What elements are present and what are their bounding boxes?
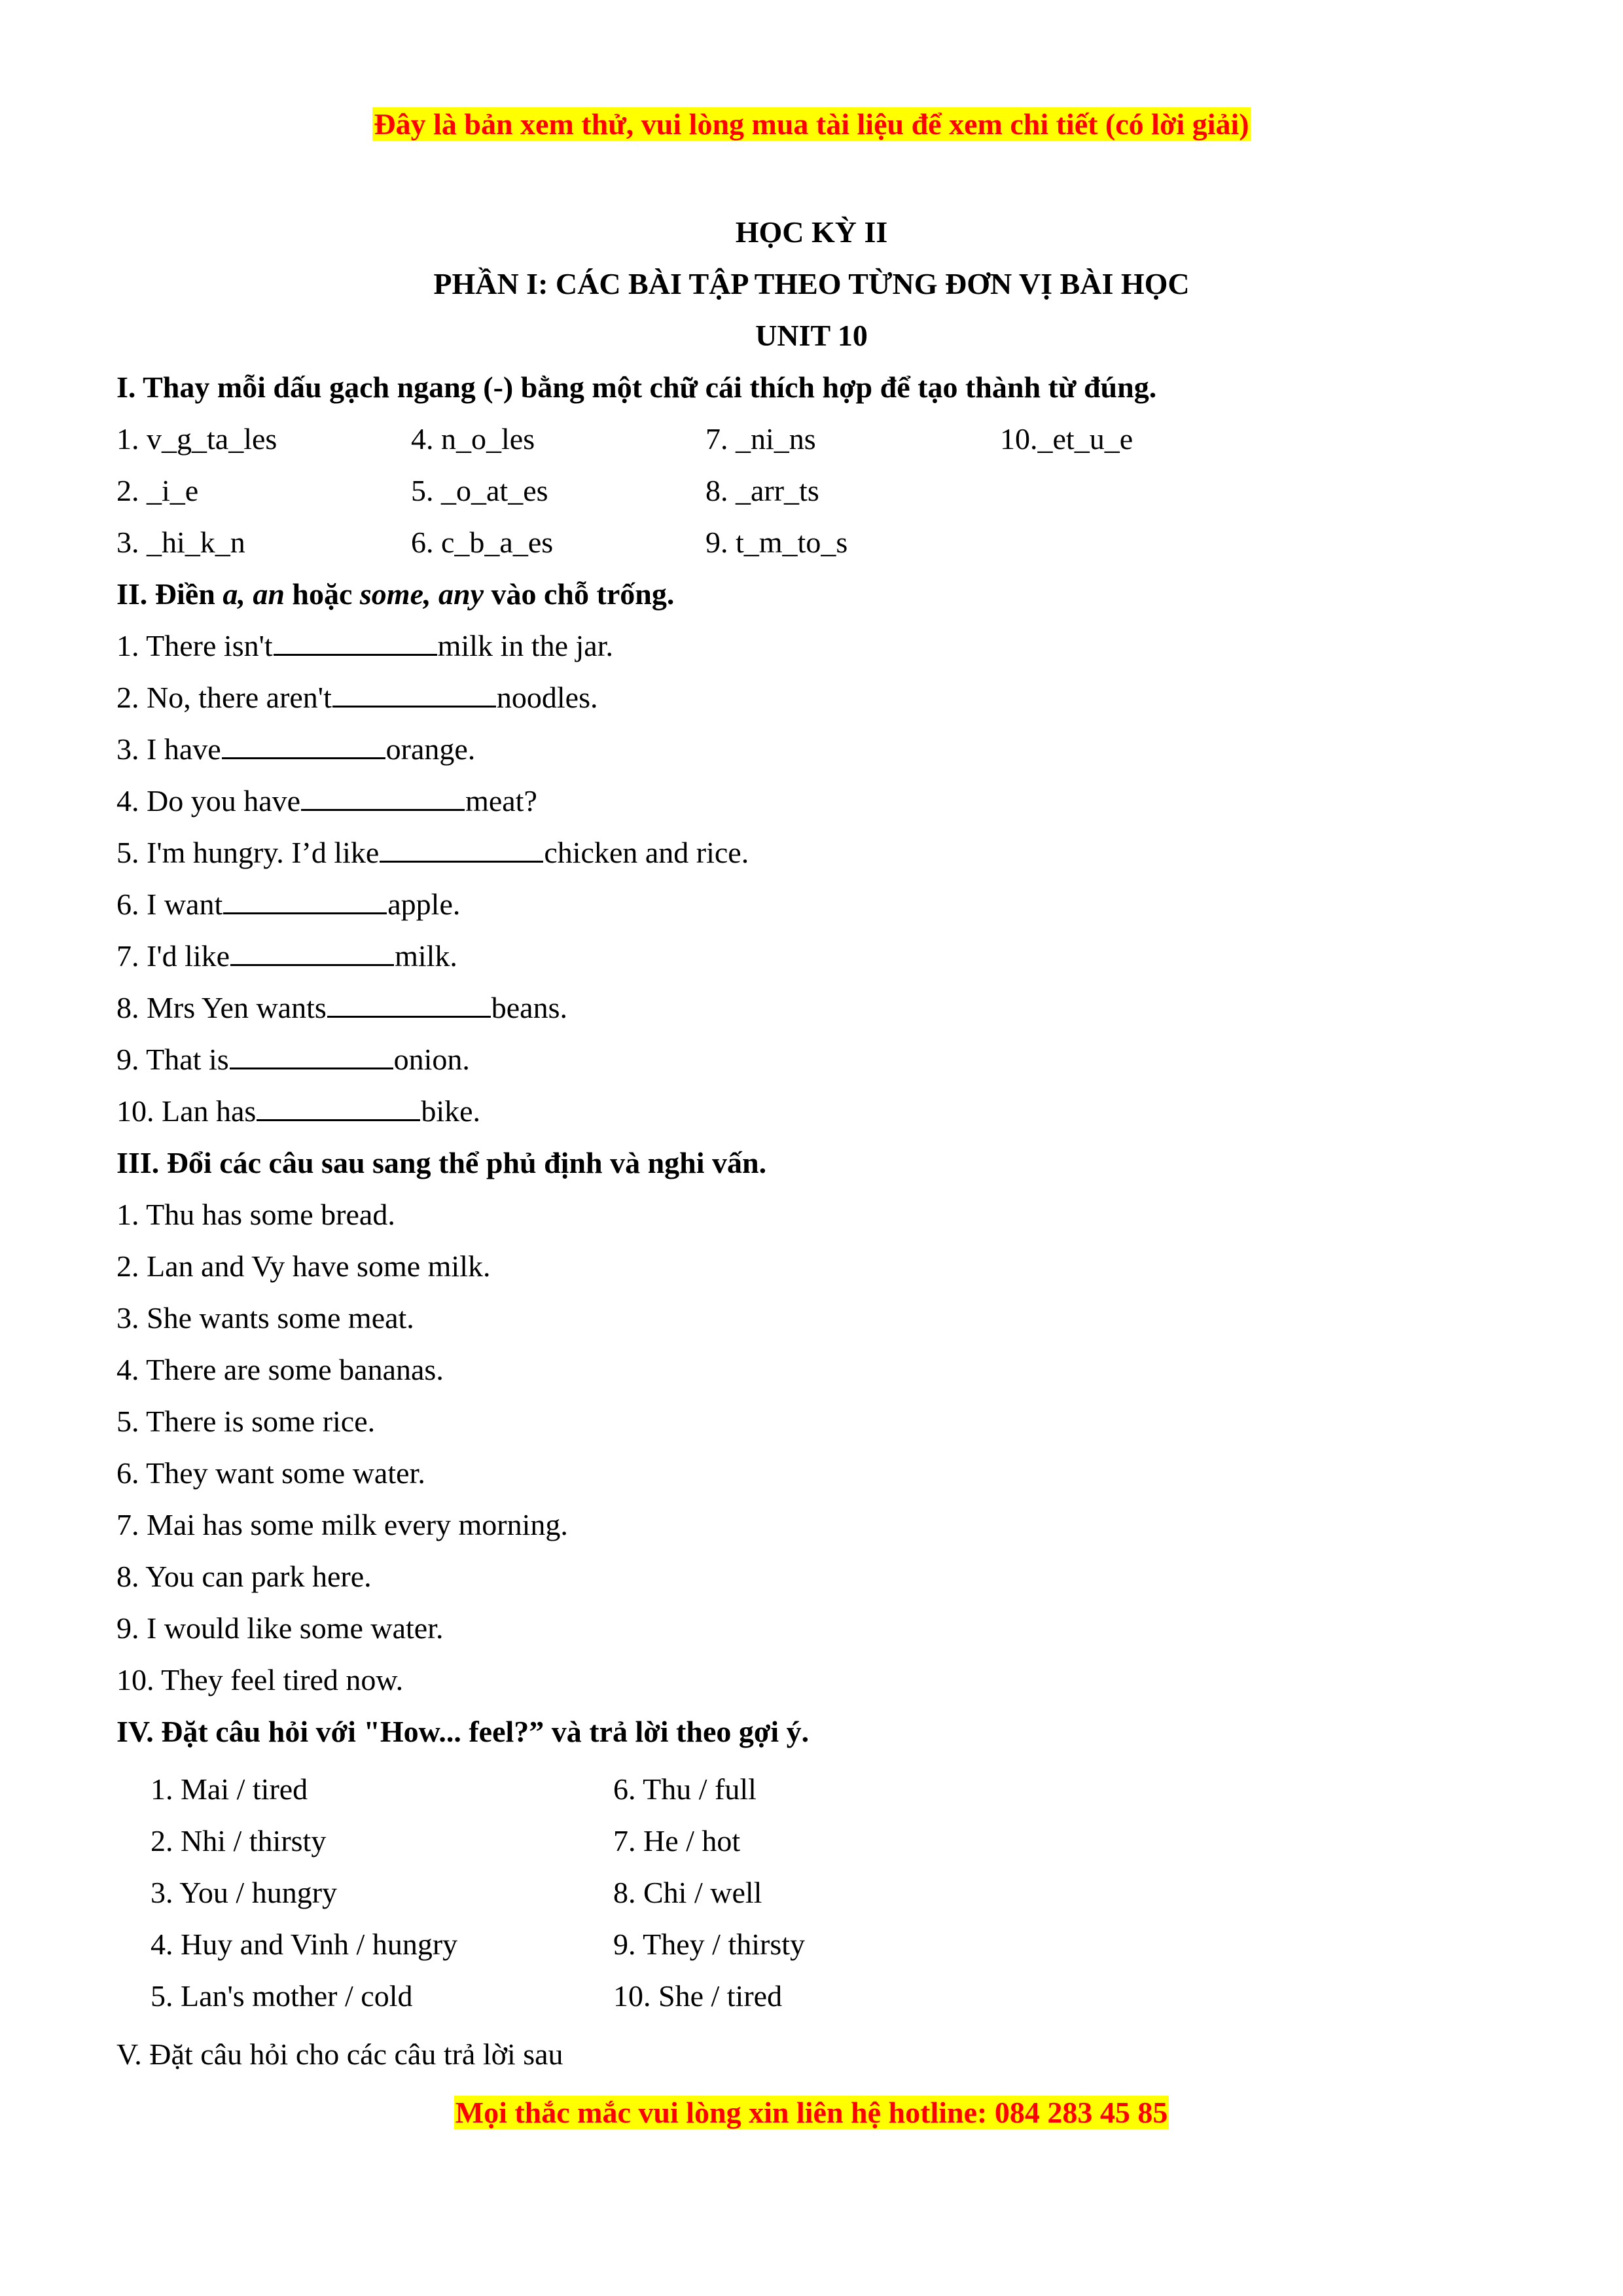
section3-item: 7. Mai has some milk every morning. [116, 1508, 568, 1541]
answer-blank[interactable] [222, 731, 385, 759]
item-prefix: 6. I want [116, 888, 223, 921]
answer-blank[interactable] [380, 834, 543, 863]
item-prefix: 7. I'd like [116, 939, 230, 973]
section1-item: 7. _ni_ns [705, 422, 816, 456]
answer-blank[interactable] [274, 628, 437, 656]
item-prefix: 3. I have [116, 732, 221, 766]
item-suffix: onion. [393, 1043, 470, 1076]
section4-item: 2. Nhi / thirsty [151, 1824, 327, 1857]
section1-item: 10._et_u_e [1000, 422, 1133, 456]
section3-item: 1. Thu has some bread. [116, 1198, 395, 1231]
section2-title-part: II. Điền [116, 577, 223, 611]
item-suffix: apple. [387, 888, 461, 921]
section1-title: I. Thay mỗi dấu gạch ngang (-) bằng một chữ cái thích hợp để tạo thành từ đúng. [116, 370, 1157, 404]
section2-item [116, 783, 537, 819]
section2-item [116, 886, 460, 923]
section1-item: 9. t_m_to_s [705, 526, 848, 559]
section2-item [116, 731, 475, 768]
section4-item: 6. Thu / full [613, 1772, 757, 1806]
answer-blank[interactable] [230, 938, 394, 966]
section4-item: 5. Lan's mother / cold [151, 1979, 413, 2013]
section3-item: 8. You can park here. [116, 1560, 372, 1593]
section3-item: 10. They feel tired now. [116, 1663, 404, 1696]
item-suffix: milk in the jar. [437, 629, 613, 662]
answer-blank[interactable] [327, 990, 491, 1018]
item-suffix: milk. [395, 939, 457, 973]
section2-item [116, 679, 597, 716]
part-heading: PHẦN I: CÁC BÀI TẬP THEO TỪNG ĐƠN VỊ BÀI HỌC [433, 267, 1190, 300]
section4-item: 8. Chi / well [613, 1876, 762, 1909]
section1-item: 2. _i_e [116, 474, 199, 507]
section2-item [116, 628, 613, 664]
section2-item [116, 938, 457, 975]
section4-item: 3. You / hungry [151, 1876, 338, 1909]
answer-blank[interactable] [223, 886, 387, 914]
section2-title [116, 576, 674, 613]
section5-title: V. Đặt câu hỏi cho các câu trả lời sau [116, 2037, 563, 2071]
item-suffix: beans. [491, 991, 568, 1024]
item-prefix: 8. Mrs Yen wants [116, 991, 327, 1024]
section2-item [116, 834, 749, 871]
section2-title-part: hoặc [284, 577, 360, 611]
section3-item: 5. There is some rice. [116, 1405, 376, 1438]
item-suffix: chicken and rice. [544, 836, 749, 869]
section4-item: 9. They / thirsty [613, 1928, 806, 1961]
section1-item: 8. _arr_ts [705, 474, 819, 507]
item-suffix: noodles. [496, 681, 598, 714]
section3-item: 3. She wants some meat. [116, 1301, 414, 1335]
item-prefix: 1. There isn't [116, 629, 273, 662]
section1-item: 6. c_b_a_es [411, 526, 554, 559]
answer-blank[interactable] [257, 1093, 420, 1121]
item-prefix: 9. That is [116, 1043, 229, 1076]
preview-notice-text: Đây là bản xem thử, vui lòng mua tài liệu để xem chi tiết (có lời giải) [374, 107, 1249, 141]
answer-blank[interactable] [230, 1041, 393, 1069]
section4-title: IV. Đặt câu hỏi với "How... feel?” và trả lời theo gợi ý. [116, 1715, 810, 1748]
preview-notice [0, 106, 1623, 143]
item-prefix: 5. I'm hungry. I’d like [116, 836, 380, 869]
section1-item: 4. n_o_les [411, 422, 535, 456]
section3-title: III. Đổi các câu sau sang thể phủ định và nghi vấn. [116, 1146, 767, 1179]
item-suffix: bike. [421, 1094, 481, 1128]
section1-item: 3. _hi_k_n [116, 526, 245, 559]
answer-blank[interactable] [301, 783, 465, 811]
term-heading: HỌC KỲ II [735, 215, 888, 249]
section3-item: 9. I would like some water. [116, 1611, 444, 1645]
section4-item: 10. She / tired [613, 1979, 783, 2013]
footer-notice [0, 2094, 1623, 2131]
section2-title-part: vào chỗ trống. [484, 577, 675, 611]
section2-item [116, 990, 567, 1026]
item-prefix: 10. Lan has [116, 1094, 257, 1128]
footer-notice-text: Mọi thắc mắc vui lòng xin liên hệ hotline: 084 283 45 85 [455, 2096, 1168, 2129]
item-prefix: 2. No, there aren't [116, 681, 332, 714]
section3-item: 6. They want some water. [116, 1456, 425, 1490]
section3-item: 2. Lan and Vy have some milk. [116, 1249, 491, 1283]
section2-item [116, 1041, 470, 1078]
section2-title-part: a, an [223, 577, 285, 611]
section2-item [116, 1093, 480, 1130]
section1-item: 5. _o_at_es [411, 474, 548, 507]
section3-item: 4. There are some bananas. [116, 1353, 444, 1386]
item-prefix: 4. Do you have [116, 784, 301, 817]
section2-title-part: some, any [359, 577, 484, 611]
section1-item: 1. v_g_ta_les [116, 422, 277, 456]
section4-item: 4. Huy and Vinh / hungry [151, 1928, 458, 1961]
answer-blank[interactable] [332, 679, 496, 708]
item-suffix: meat? [465, 784, 537, 817]
section4-item: 7. He / hot [613, 1824, 741, 1857]
unit-heading: UNIT 10 [755, 319, 868, 352]
section4-item: 1. Mai / tired [151, 1772, 308, 1806]
item-suffix: orange. [385, 732, 476, 766]
